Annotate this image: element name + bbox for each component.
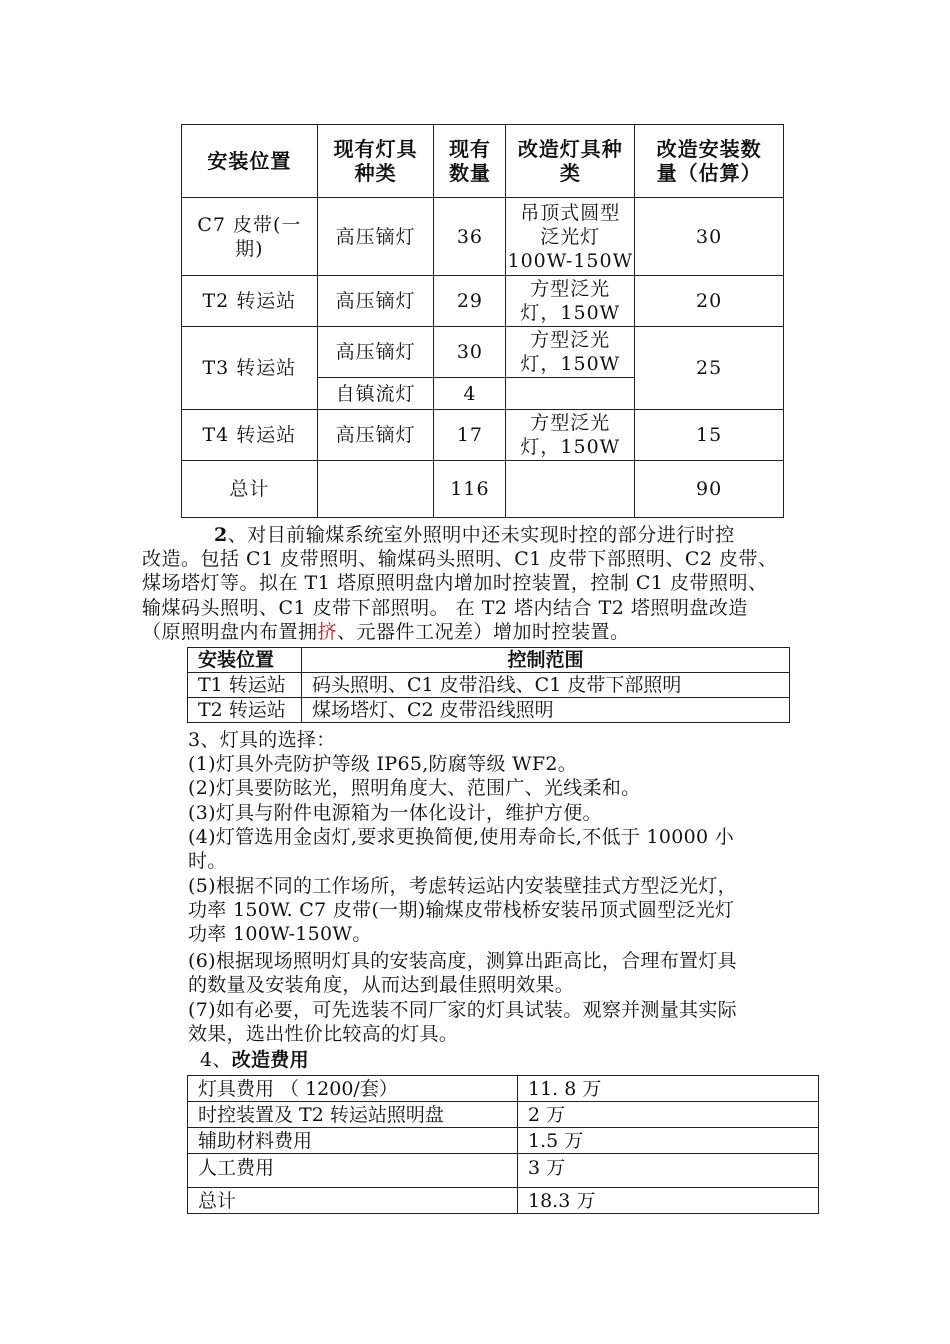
section3-title: 3、灯具的选择： bbox=[188, 729, 336, 751]
cell-new-qty: 30 bbox=[635, 198, 784, 276]
cell-new-qty: 20 bbox=[635, 276, 784, 327]
cell-current-fixture: 高压镝灯 bbox=[317, 410, 434, 461]
table-row bbox=[188, 1128, 819, 1154]
cell-cost-value: 18.3 万 bbox=[518, 1188, 819, 1214]
cell-location: 总计 bbox=[182, 461, 318, 518]
table-row bbox=[182, 410, 784, 461]
table-row bbox=[188, 1188, 819, 1214]
section2-line-3: 煤场塔灯等。拟在 T1 塔原照明盘内增加时控装置，控制 C1 皮带照明、 bbox=[142, 572, 768, 594]
header-control-range: 控制范围 bbox=[302, 648, 790, 673]
cell-cost-value: 1.5 万 bbox=[518, 1128, 819, 1154]
list-item: (4)灯管选用金卤灯,要求更换简便,使用寿命长,不低于 10000 小 时。 bbox=[188, 826, 735, 872]
cell-cost-value: 2 万 bbox=[518, 1102, 819, 1128]
section2-line-1: 2、对目前输煤系统室外照明中还未实现时控的部分进行时控 bbox=[214, 524, 735, 546]
header-new-fixture: 改造灯具种 类 bbox=[506, 125, 635, 198]
cell-new-fixture: 方型泛光 灯，150W bbox=[506, 327, 635, 378]
cell-cost-item: 总计 bbox=[188, 1188, 518, 1214]
cell-new-qty: 90 bbox=[635, 461, 784, 518]
cell-current-qty: 36 bbox=[434, 198, 506, 276]
section4-heading: 4、改造费用 bbox=[200, 1049, 309, 1071]
table-row bbox=[182, 198, 784, 276]
cell-new-fixture: 吊顶式圆型 泛光灯 100W-150W bbox=[506, 198, 635, 276]
cell-new-fixture bbox=[506, 378, 635, 410]
table-row bbox=[188, 1154, 819, 1188]
list-item: (3)灯具与附件电源箱为一体化设计，维护方便。 bbox=[188, 802, 602, 824]
list-item: (2)灯具要防眩光，照明角度大、范围广、光线柔和。 bbox=[188, 777, 641, 799]
cell-new-qty: 15 bbox=[635, 410, 784, 461]
cell-current-qty: 29 bbox=[434, 276, 506, 327]
list-item: (6)根据现场照明灯具的安装高度，测算出距高比，合理布置灯具 的数量及安装角度，从而达到最佳照明效果。 bbox=[188, 950, 737, 996]
cell-control-range: 煤场塔灯、C2 皮带沿线照明 bbox=[302, 698, 790, 723]
cell-current-qty: 17 bbox=[434, 410, 506, 461]
list-item: (7)如有必要，可先选装不同厂家的灯具试装。观察并测量其实际 效果，选出性价比较高的灯具。 bbox=[188, 999, 737, 1045]
table-row bbox=[188, 1076, 819, 1102]
cell-location: T1 转运站 bbox=[188, 673, 302, 698]
cell-new-qty: 25 bbox=[635, 327, 784, 410]
cell-cost-value: 11. 8 万 bbox=[518, 1076, 819, 1102]
cell-current-fixture: 高压镝灯 bbox=[317, 327, 434, 378]
header-new-qty: 改造安装数 量（估算） bbox=[635, 125, 784, 198]
cell-cost-item: 灯具费用 （ 1200/套） bbox=[188, 1076, 518, 1102]
cell-new-fixture: 方型泛光 灯，150W bbox=[506, 276, 635, 327]
cell-cost-item: 时控装置及 T2 转运站照明盘 bbox=[188, 1102, 518, 1128]
table-row bbox=[182, 327, 784, 378]
header-location: 安装位置 bbox=[182, 125, 318, 198]
cell-current-fixture: 自镇流灯 bbox=[317, 378, 434, 410]
cell-current-fixture: 高压镝灯 bbox=[317, 198, 434, 276]
section2-line-4: 输煤码头照明、C1 皮带下部照明。 在 T2 塔内结合 T2 塔照明盘改造 bbox=[142, 597, 748, 619]
cell-cost-value: 3 万 bbox=[518, 1154, 819, 1188]
header-location: 安装位置 bbox=[188, 648, 302, 673]
cost-table bbox=[187, 1075, 819, 1214]
lighting-retrofit-table bbox=[181, 124, 784, 518]
table-header-row bbox=[188, 648, 790, 673]
cell-current-qty: 4 bbox=[434, 378, 506, 410]
cell-location: T2 转运站 bbox=[188, 698, 302, 723]
header-current-qty: 现有 数量 bbox=[434, 125, 506, 198]
table-row bbox=[188, 698, 790, 723]
cell-location: T3 转运站 bbox=[182, 327, 318, 410]
table-row bbox=[188, 673, 790, 698]
section2-number: 2 bbox=[214, 524, 228, 546]
highlighted-char: 挤 bbox=[317, 621, 338, 643]
section2-line-5: （原照明盘内布置拥挤、元器件工况差）增加时控装置。 bbox=[142, 621, 630, 643]
cell-control-range: 码头照明、C1 皮带沿线、C1 皮带下部照明 bbox=[302, 673, 790, 698]
cell-current-fixture bbox=[317, 461, 434, 518]
cell-location: T2 转运站 bbox=[182, 276, 318, 327]
cell-current-qty: 30 bbox=[434, 327, 506, 378]
cell-new-fixture bbox=[506, 461, 635, 518]
table-header-row bbox=[182, 125, 784, 198]
list-item: (5)根据不同的工作场所，考虑转运站内安装壁挂式方型泛光灯， 功率 150W. C7 皮带(一期)输煤皮带栈桥安装吊顶式圆型泛光灯 功率 100W-150W。 bbox=[188, 875, 737, 945]
time-control-table bbox=[187, 647, 790, 723]
header-current-fixture: 现有灯具 种类 bbox=[317, 125, 434, 198]
cell-current-fixture: 高压镝灯 bbox=[317, 276, 434, 327]
table-row bbox=[188, 1102, 819, 1128]
table-row bbox=[182, 461, 784, 518]
cell-current-qty: 116 bbox=[434, 461, 506, 518]
table-row bbox=[182, 276, 784, 327]
cell-location: T4 转运站 bbox=[182, 410, 318, 461]
cell-cost-item: 辅助材料费用 bbox=[188, 1128, 518, 1154]
list-item: (1)灯具外壳防护等级 IP65,防腐等级 WF2。 bbox=[188, 753, 578, 775]
cell-cost-item: 人工费用 bbox=[188, 1154, 518, 1188]
cell-location: C7 皮带(一 期) bbox=[182, 198, 318, 276]
section2-line-2: 改造。包括 C1 皮带照明、输煤码头照明、C1 皮带下部照明、C2 皮带、 bbox=[142, 548, 778, 570]
cell-new-fixture: 方型泛光 灯，150W bbox=[506, 410, 635, 461]
